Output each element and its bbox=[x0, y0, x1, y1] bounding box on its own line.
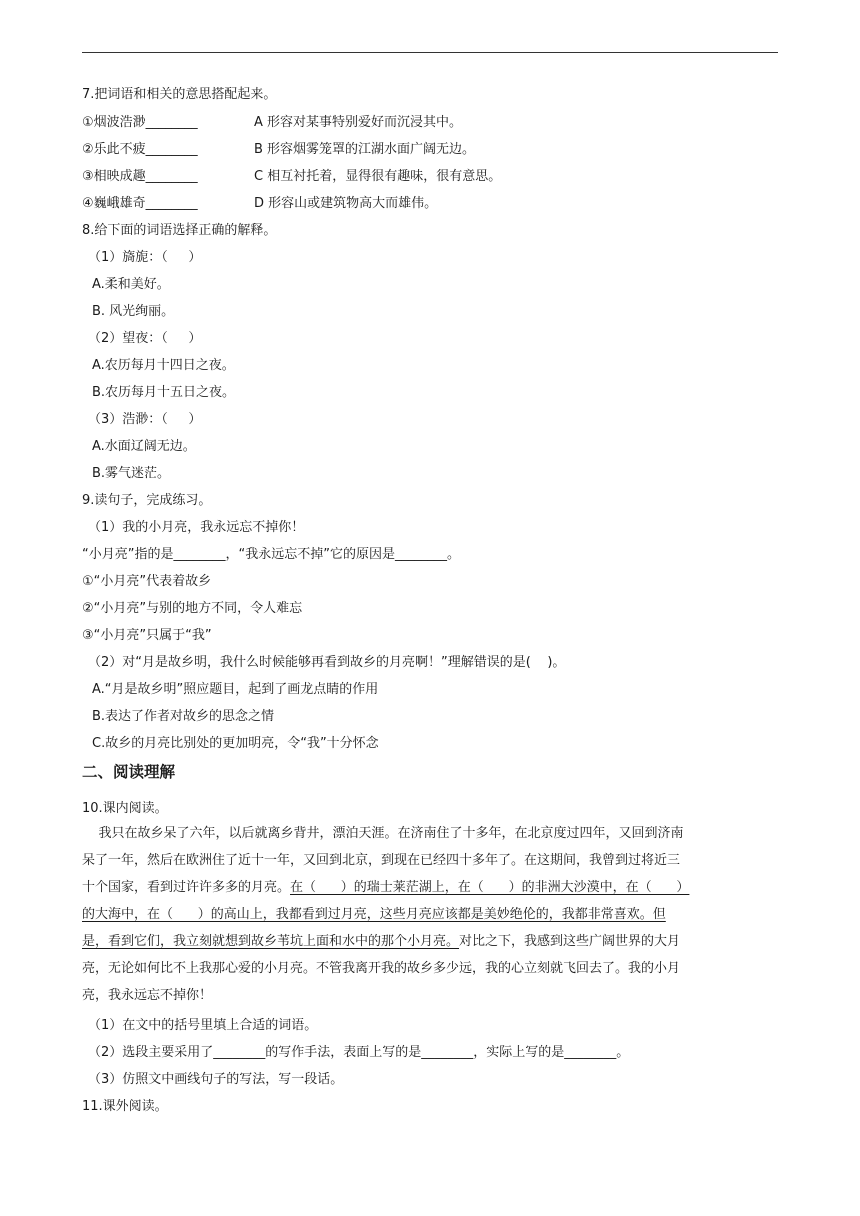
question-10-title: 10.课内阅读。 bbox=[82, 801, 168, 816]
passage-line: 十个国家，看到过许许多多的月亮。在（ ）的瑞士莱茫湖上，在（ ）的非洲大沙漠中，在（ ） bbox=[82, 880, 690, 895]
q9-part-2-option-a: A.“月是故乡明”照应题目，起到了画龙点睛的作用 bbox=[92, 682, 379, 697]
q10-sub-1: （1）在文中的括号里填上合适的词语。 bbox=[88, 1018, 318, 1033]
header-rule bbox=[82, 52, 778, 53]
q8-item-2-option-a: A.农历每月十四日之夜。 bbox=[92, 358, 235, 373]
q9-part-1-blanks: “小月亮”指的是________，“我永远忘不掉”它的原因是________。 bbox=[82, 547, 460, 562]
q7-term-4: ④巍峨雄奇________ bbox=[82, 196, 198, 211]
q8-item-1-option-a: A.柔和美好。 bbox=[92, 277, 170, 292]
q8-item-2: （2）望夜：（ ） bbox=[88, 331, 202, 346]
underlined-sentence: 是，看到它们，我立刻就想到故乡苇坑上面和水中的那个小月亮。 bbox=[82, 934, 460, 949]
passage-line: 亮，我永远忘不掉你！ bbox=[82, 988, 213, 1003]
q10-sub-3: （3）仿照文中画线句子的写法，写一段话。 bbox=[88, 1072, 344, 1087]
q10-sub-2: （2）选段主要采用了________的写作手法，表面上写的是________，实际上写的是________。 bbox=[88, 1045, 630, 1060]
question-9-title: 9.读句子，完成练习。 bbox=[82, 493, 212, 508]
passage-line: 亮，无论如何比不上我那心爱的小月亮。不管我离开我的故乡多少远，我的心立刻就飞回去了。我的小月 bbox=[82, 961, 681, 976]
q9-option-1: ①“小月亮”代表着故乡 bbox=[82, 574, 212, 589]
question-11-title: 11.课外阅读。 bbox=[82, 1099, 168, 1114]
q7-term-1: ①烟波浩渺________ bbox=[82, 115, 198, 130]
q7-meaning-d: D 形容山或建筑物高大而雄伟。 bbox=[254, 196, 438, 211]
underlined-sentence: 在（ ）的瑞士莱茫湖上，在（ ）的非洲大沙漠中，在（ ） bbox=[290, 880, 690, 895]
passage-line: 是，看到它们，我立刻就想到故乡苇坑上面和水中的那个小月亮。对比之下，我感到这些广阔世界的大月 bbox=[82, 934, 681, 949]
q7-meaning-a: A 形容对某事特别爱好而沉浸其中。 bbox=[254, 115, 463, 130]
q8-item-3: （3）浩渺：（ ） bbox=[88, 412, 202, 427]
q9-option-2: ②“小月亮”与别的地方不同，令人难忘 bbox=[82, 601, 303, 616]
passage-line: 呆了一年，然后在欧洲住了近十一年，又回到北京，到现在已经四十多年了。在这期间，我曾到过将近三 bbox=[82, 853, 681, 868]
q9-part-2-option-b: B.表达了作者对故乡的思念之情 bbox=[92, 709, 275, 724]
q7-meaning-c: C 相互衬托着，显得很有趣味，很有意思。 bbox=[254, 169, 502, 184]
q9-part-1: （1）我的小月亮，我永远忘不掉你！ bbox=[88, 520, 305, 535]
question-7-title: 7.把词语和相关的意思搭配起来。 bbox=[82, 87, 277, 102]
q9-option-3: ③“小月亮”只属于“我” bbox=[82, 628, 212, 643]
question-8-title: 8.给下面的词语选择正确的解释。 bbox=[82, 223, 277, 238]
q10-passage bbox=[82, 820, 780, 1009]
q9-part-2-option-c: C.故乡的月亮比别处的更加明亮，令“我”十分怀念 bbox=[92, 736, 379, 751]
q7-meaning-b: B 形容烟雾笼罩的江湖水面广阔无边。 bbox=[254, 142, 476, 157]
q8-item-3-option-b: B.雾气迷茫。 bbox=[92, 466, 171, 481]
passage-line bbox=[82, 901, 780, 928]
section-heading: 二、阅读理解 bbox=[82, 763, 176, 781]
q7-term-2: ②乐此不疲________ bbox=[82, 142, 198, 157]
q7-term-3: ③相映成趣________ bbox=[82, 169, 198, 184]
q8-item-2-option-b: B.农历每月十五日之夜。 bbox=[92, 385, 236, 400]
q8-item-1-option-b: B. 风光绚丽。 bbox=[92, 304, 175, 319]
q8-item-3-option-a: A.水面辽阔无边。 bbox=[92, 439, 196, 454]
q9-part-2: （2）对“月是故乡明，我什么时候能够再看到故乡的月亮啊！”理解错误的是( )。 bbox=[88, 655, 566, 670]
q8-item-1: （1）旖旎：（ ） bbox=[88, 250, 202, 265]
passage-line: 我只在故乡呆了六年，以后就离乡背井，漂泊天涯。在济南住了十多年，在北京度过四年，又回到济南 bbox=[82, 826, 684, 841]
underlined-sentence: 的大海中，在（ ）的高山上，我都看到过月亮，这些月亮应该都是美妙绝伦的，我都非常喜欢。但 bbox=[82, 907, 666, 922]
